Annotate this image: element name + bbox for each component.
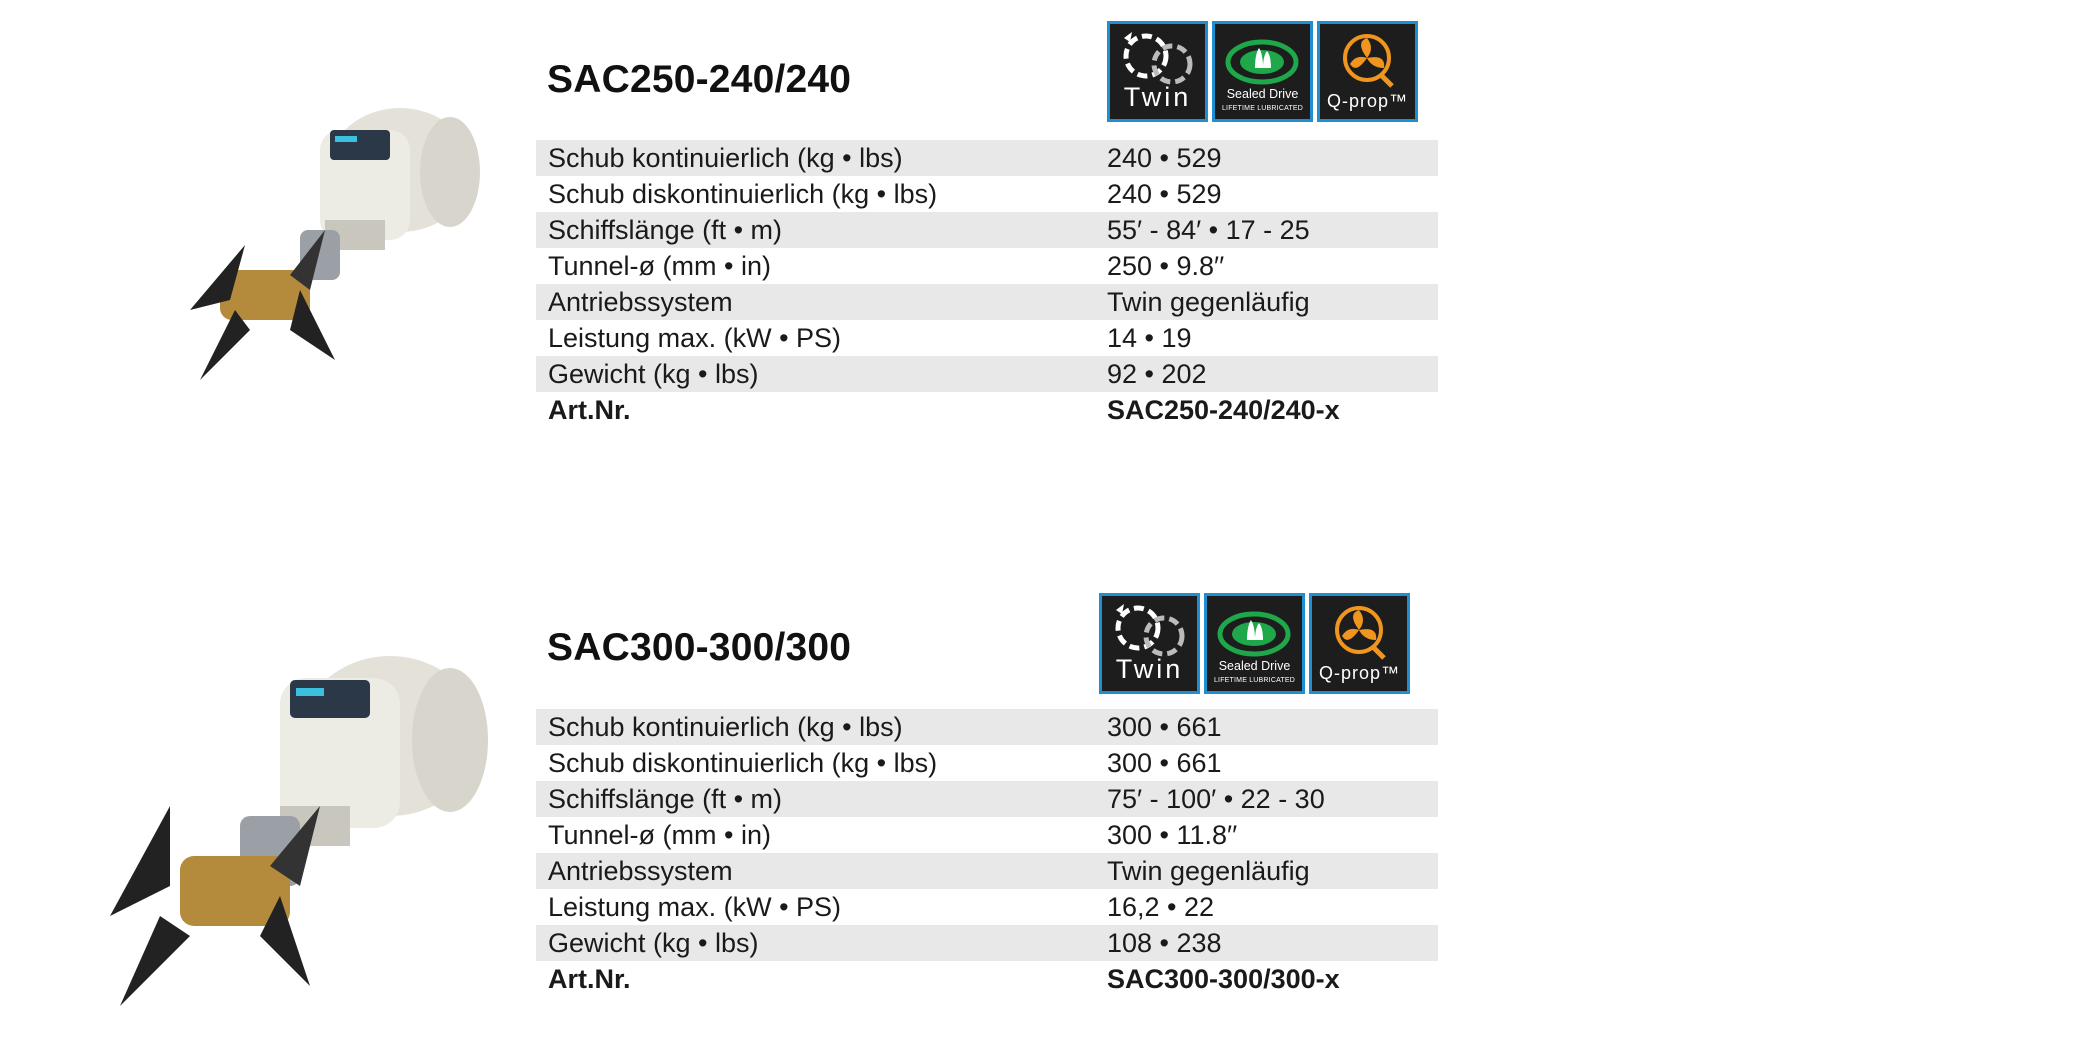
spec-value: Twin gegenläufig: [1107, 286, 1310, 317]
q-prop-icon: [1320, 24, 1415, 94]
spec-value: 75′ - 100′ • 22 - 30: [1107, 783, 1325, 814]
thruster-product-image: [50, 616, 500, 1016]
spec-label: Schiffslänge (ft • m): [548, 783, 783, 814]
article-number: SAC250-240/240-x: [1107, 394, 1340, 425]
badge-label: Q-prop™: [1318, 663, 1401, 683]
spec-label: Tunnel-ø (mm • in): [548, 819, 771, 850]
spec-row: [536, 925, 1438, 961]
spec-row: [536, 284, 1438, 320]
spec-row: [536, 248, 1438, 284]
spec-label: Schub kontinuierlich (kg • lbs): [548, 711, 903, 742]
spec-label: Gewicht (kg • lbs): [548, 358, 759, 389]
product-title: SAC300-300/300: [547, 626, 852, 669]
spec-value: 16,2 • 22: [1107, 891, 1215, 922]
badge-label: Q-prop™: [1326, 91, 1409, 111]
spec-row: [536, 889, 1438, 925]
spec-label: Antriebssystem: [548, 286, 733, 317]
spec-value: 250 • 9.8′′: [1107, 250, 1225, 281]
badge-sublabel: LIFETIME LUBRICATED: [1213, 677, 1296, 684]
spec-row: [536, 140, 1438, 176]
spec-label: Antriebssystem: [548, 855, 733, 886]
product-section: [0, 576, 2096, 1046]
spec-row: [536, 853, 1438, 889]
badge-sublabel: LIFETIME LUBRICATED: [1221, 105, 1304, 112]
product-title: SAC250-240/240: [547, 58, 852, 101]
q-prop-icon: [1312, 596, 1407, 666]
sealed-drive-drop-icon: [1215, 24, 1310, 92]
spec-row: [536, 176, 1438, 212]
spec-value: 92 • 202: [1107, 358, 1207, 389]
twin-badge: [1099, 593, 1200, 694]
sealed-drive-badge: [1212, 21, 1313, 122]
spec-value: 240 • 529: [1107, 178, 1222, 209]
spec-value: 108 • 238: [1107, 927, 1222, 958]
spec-row: [536, 745, 1438, 781]
spec-value: 240 • 529: [1107, 142, 1222, 173]
spec-row: [536, 212, 1438, 248]
twin-badge: [1107, 21, 1208, 122]
spec-value: 300 • 661: [1107, 711, 1222, 742]
badge-label: Twin: [1123, 82, 1192, 112]
spec-row: [536, 709, 1438, 745]
spec-label: Leistung max. (kW • PS): [548, 322, 842, 353]
spec-value: 300 • 661: [1107, 747, 1222, 778]
q-prop-badge: [1317, 21, 1418, 122]
product-section: [0, 0, 2096, 470]
spec-row: [536, 356, 1438, 392]
spec-table: [536, 140, 1438, 428]
feature-badges: [1099, 593, 1410, 694]
spec-label: Schub diskontinuierlich (kg • lbs): [548, 747, 938, 778]
spec-label: Art.Nr.: [548, 394, 631, 425]
spec-table: [536, 709, 1438, 997]
article-number: SAC300-300/300-x: [1107, 963, 1340, 994]
badge-label: Sealed Drive: [1226, 87, 1299, 101]
spec-label: Art.Nr.: [548, 963, 631, 994]
feature-badges: [1107, 21, 1418, 122]
spec-label: Leistung max. (kW • PS): [548, 891, 842, 922]
spec-label: Schub kontinuierlich (kg • lbs): [548, 142, 903, 173]
badge-label: Twin: [1115, 654, 1184, 684]
spec-label: Schub diskontinuierlich (kg • lbs): [548, 178, 938, 209]
spec-row: [536, 781, 1438, 817]
sealed-drive-drop-icon: [1207, 596, 1302, 664]
spec-row: [536, 320, 1438, 356]
sealed-drive-badge: [1204, 593, 1305, 694]
spec-row-article-number: [536, 961, 1438, 997]
thruster-product-image: [150, 60, 490, 380]
badge-label: Sealed Drive: [1218, 659, 1291, 673]
spec-label: Tunnel-ø (mm • in): [548, 250, 771, 281]
spec-row: [536, 817, 1438, 853]
spec-value: 55′ - 84′ • 17 - 25: [1107, 214, 1310, 245]
spec-label: Schiffslänge (ft • m): [548, 214, 783, 245]
spec-row-article-number: [536, 392, 1438, 428]
spec-value: Twin gegenläufig: [1107, 855, 1310, 886]
spec-value: 14 • 19: [1107, 322, 1192, 353]
spec-label: Gewicht (kg • lbs): [548, 927, 759, 958]
q-prop-badge: [1309, 593, 1410, 694]
spec-value: 300 • 11.8′′: [1107, 819, 1238, 850]
